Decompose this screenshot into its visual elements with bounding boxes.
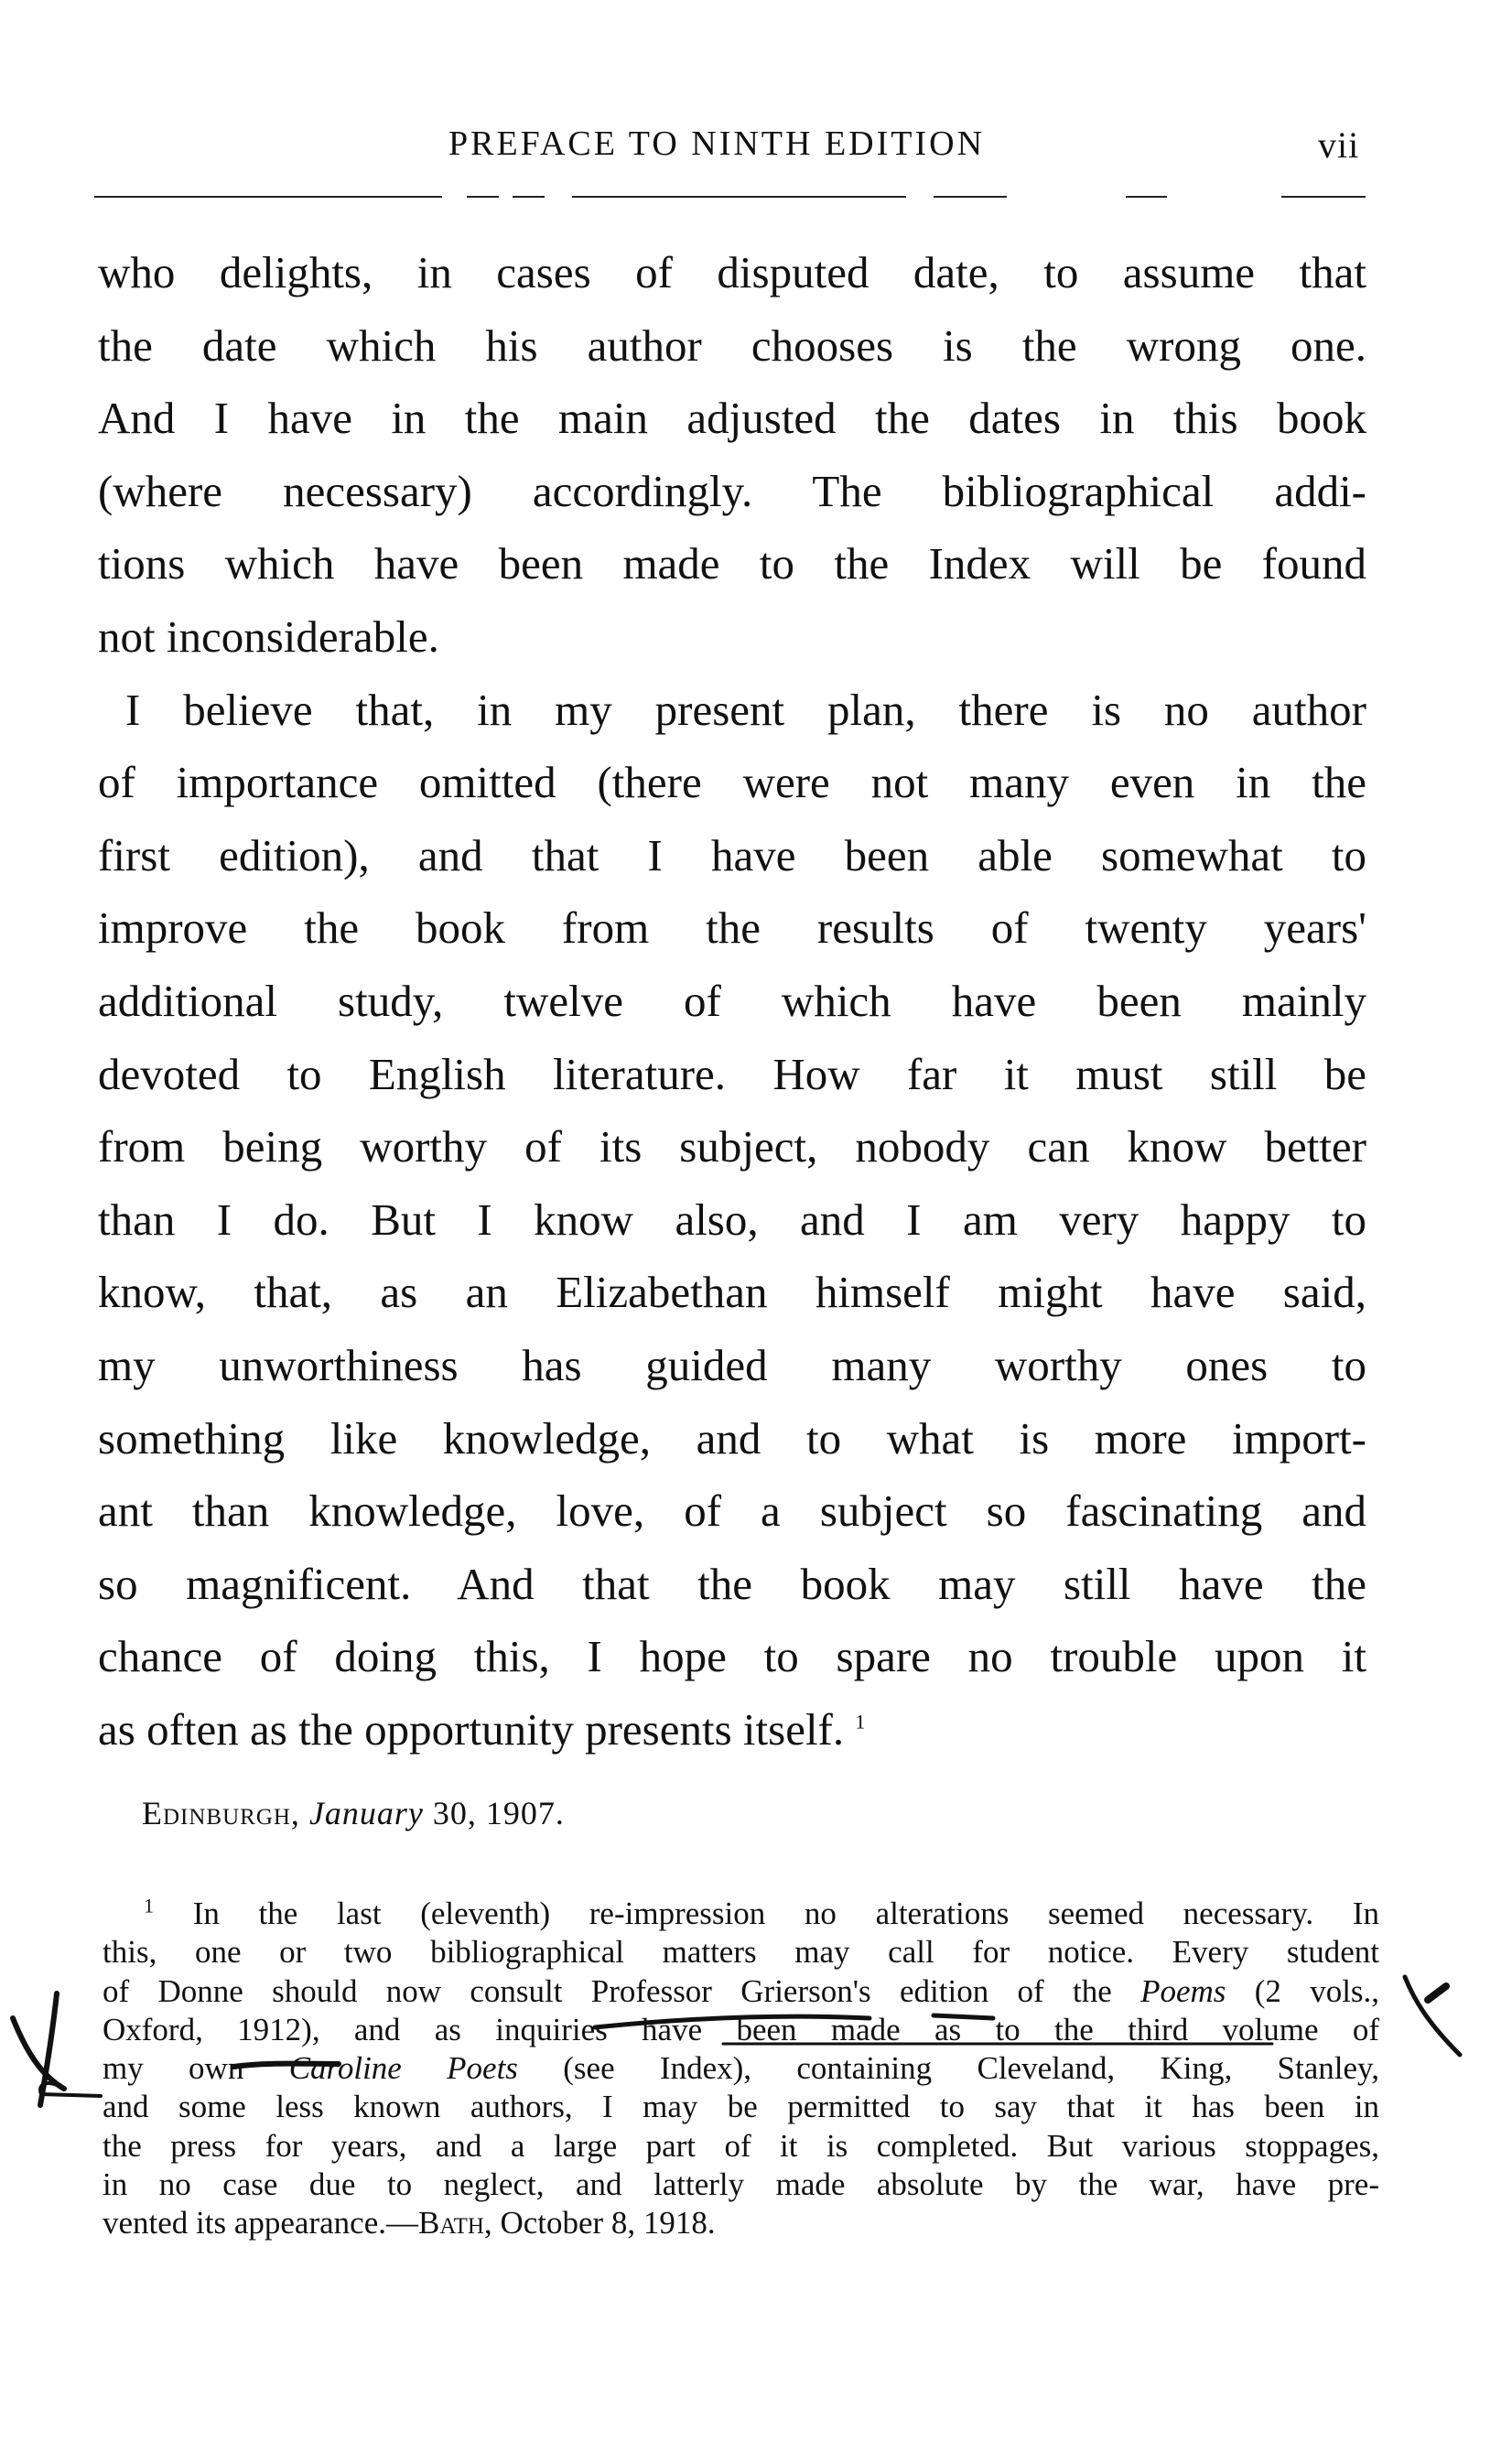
text-line: know, that, as an Elizabethan himself might have said, — [98, 1267, 1366, 1318]
handwritten-x-mark — [13, 2018, 64, 2089]
footnote-text: , October 8, 1918. — [483, 2205, 716, 2242]
footnote-text: In the last (eleventh) re-impression no alterations seemed necessary. In — [192, 1896, 1379, 1931]
text-line: something like knowledge, and to what is more import- — [98, 1412, 1366, 1464]
text-line: I believe that, in my present plan, there is no author — [125, 684, 1366, 735]
text-line: improve the book from the results of twenty years' — [98, 902, 1366, 954]
footnote-line: and some less known authors, I may be permitted to say that it has been in — [103, 2089, 1379, 2125]
text-line: And I have in the main adjusted the dates in this book — [98, 393, 1366, 444]
text-line: not inconsiderable. — [98, 610, 439, 662]
footnote-italic: Caroline Poets — [288, 2050, 518, 2087]
text-line: from being worthy of its subject, nobody can know better — [98, 1121, 1366, 1172]
footnote-number: 1 — [144, 1894, 154, 1917]
handwritten-check-mark — [1405, 1977, 1460, 2055]
text-line: chance of doing this, I hope to spare no trouble upon it — [98, 1631, 1366, 1682]
footnote-line: this, one or two bibliographical matters may call for notice. Every student — [103, 1934, 1379, 1971]
footnote-line: in no case due to neglect, and latterly made absolute by the war, have pre- — [103, 2166, 1379, 2203]
dateline-day-year: 30, 1907. — [432, 1795, 565, 1831]
footnote-text: (see Index), containing Cleveland, King, Stanley, — [563, 2050, 1380, 2087]
text-line: so magnificent. And that the book may still have the — [98, 1558, 1366, 1609]
dateline-place: Edinburgh, — [142, 1795, 300, 1831]
text-line: of importance omitted (there were not many even in the — [98, 757, 1366, 808]
footnote-text: (2 vols., — [1254, 1972, 1380, 2009]
dateline-month: January — [308, 1795, 424, 1831]
footnote-place: Bath — [417, 2205, 484, 2242]
text-line: who delights, in cases of disputed date, to assume that — [98, 247, 1366, 297]
text-line: additional study, twelve of which have been mainly — [98, 975, 1366, 1026]
text-line: my unworthiness has guided many worthy ones to — [98, 1339, 1366, 1390]
handwritten-overline — [233, 2064, 339, 2067]
text-line: first edition), and that I have been able somewhat to — [98, 829, 1366, 880]
footnote-text: my own — [103, 2050, 244, 2087]
footnote-text: vented its appearance.— — [103, 2205, 418, 2242]
footnote-marker: 1 — [855, 1710, 866, 1734]
footnote-text: of Donne should now consult Professor Grierson's edition of the — [103, 1972, 1112, 2009]
footnote-italic: Poems — [1140, 1972, 1226, 2009]
text-line-content: as often as the opportunity presents itself. — [98, 1703, 845, 1755]
running-title: PREFACE TO NINTH EDITION — [448, 124, 986, 163]
text-line: tions which have been made to the Index will be found — [98, 538, 1366, 589]
text-line: ant than knowledge, love, of a subject so fascinating and — [98, 1485, 1366, 1537]
handwritten-x-mark — [40, 2083, 101, 2096]
handwritten-underline — [595, 2016, 869, 2027]
handwritten-check-mark — [1428, 1986, 1446, 2000]
handwritten-x-mark — [40, 1993, 57, 2105]
footnote-line: Oxford, 1912), and as inquiries have been made as to the third volume of — [103, 2011, 1379, 2047]
footnote-line: the press for years, and a large part of it is completed. But various stoppages, — [103, 2127, 1379, 2164]
handwritten-underline — [934, 2015, 993, 2018]
text-line: the date which his author chooses is the wrong one. — [98, 319, 1366, 371]
text-line: devoted to English literature. How far it must still be — [98, 1048, 1366, 1099]
text-line: than I do. But I know also, and I am very happy to — [98, 1194, 1366, 1245]
text-line: (where necessary) accordingly. The bibliographical addi- — [98, 465, 1366, 516]
page-number: vii — [1318, 124, 1360, 166]
